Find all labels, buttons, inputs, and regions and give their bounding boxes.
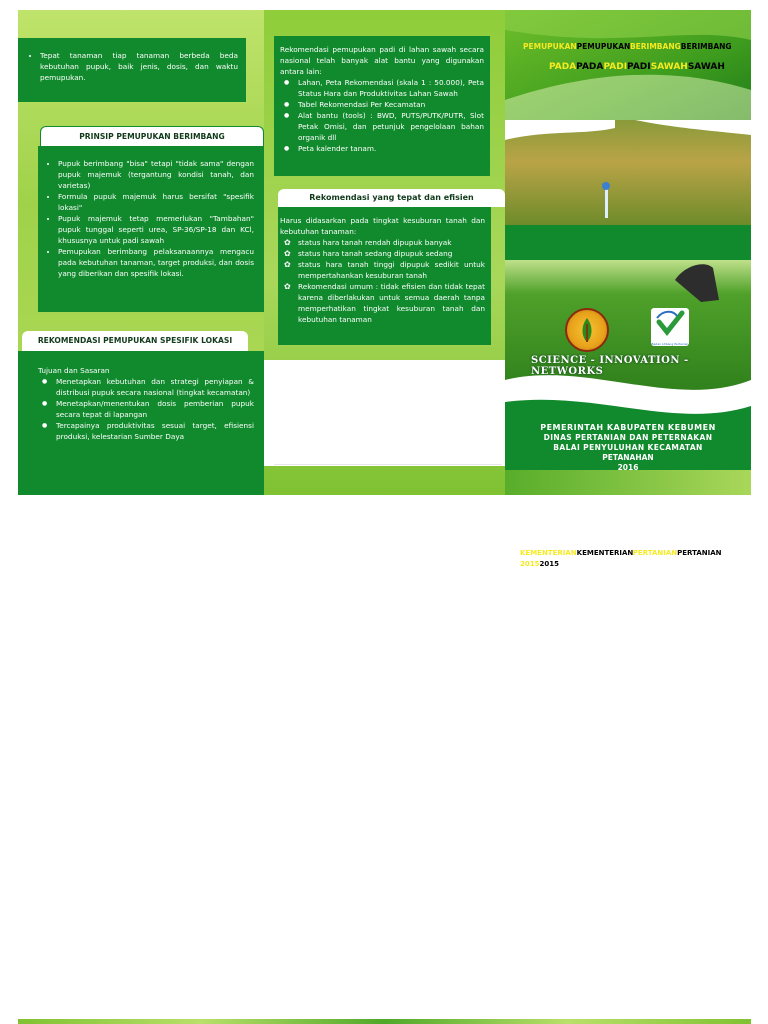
gov-line-3: BALAI PENYULUHAN KECAMATAN xyxy=(553,443,703,452)
footer-word: PERTANIAN xyxy=(677,549,722,557)
rekomendasi-heading: REKOMENDASI PEMUPUKAN SPESIFIK LOKASI xyxy=(22,331,248,351)
list-item: • Pupuk majemuk tetap memerlukan "Tambahan" pupuk tunggal seperti urea, SP-36/SP-18 dan KCl, khususnya untuk padi sawah xyxy=(58,213,254,246)
title-word: BERIMBANG xyxy=(680,42,732,51)
list-item: ● Peta kalender tanam. xyxy=(298,143,484,154)
list-item: • Formula pupuk majemuk harus bersifat "spesifik lokasi" xyxy=(58,191,254,213)
title-word: PADA xyxy=(576,62,604,72)
gov-line-1: PEMERINTAH KABUPATEN KEBUMEN xyxy=(540,423,716,432)
left-top-box xyxy=(18,38,246,102)
list-item: ● Tabel Rekomendasi Per Kecamatan xyxy=(298,99,484,110)
list-item: ● Tercapainya produktivitas sesuai target, efisiensi produksi, kelestarian Sumber Daya xyxy=(56,420,254,442)
tepat-heading: Rekomendasi yang tepat dan efisien xyxy=(278,189,505,207)
footer-word: 2015 xyxy=(539,560,559,568)
title-word: PADI xyxy=(627,62,651,72)
cover-panel xyxy=(505,10,751,495)
rekomendasi-box xyxy=(18,351,264,495)
left-panel xyxy=(18,10,264,495)
left-top-list xyxy=(22,50,238,83)
list-item: ✿ Rekomendasi umum : tidak efisien dan tidak tepat karena diberlakukan untuk semua daerah tanpa memperhatikan tingkat kesuburan tanah dan kebutuhan tanaman xyxy=(298,281,485,325)
footer-word-shadow: PERTANIAN xyxy=(632,549,678,557)
tepat-list xyxy=(280,237,485,325)
check-leaf-icon xyxy=(651,308,689,338)
list-item: ✿ status hara tanah tinggi dipupuk sedikit untuk mempertahankan kesuburan tanah xyxy=(298,259,485,281)
title-word: PEMUPUKAN xyxy=(576,42,631,51)
list-item: ✿ status hara tanah rendah dipupuk banyak xyxy=(298,237,485,248)
prinsip-list xyxy=(40,158,254,279)
title-word-shadow: PADI xyxy=(603,62,628,72)
alat-bantu-intro: Rekomendasi pemupukan padi di lahan sawah secara nasional telah banyak alat bantu yang digunakan antara lain: xyxy=(280,45,484,76)
tepat-box xyxy=(278,207,491,345)
bottom-strip xyxy=(18,1019,751,1024)
wheat-icon xyxy=(567,310,607,350)
cover-title-line1 xyxy=(523,42,732,51)
alat-bantu-box xyxy=(274,36,490,176)
list-item: • Pupuk berimbang "bisa" tetapi "tidak sama" dengan pupuk majemuk (tergantung kondisi tanah, dan varietas) xyxy=(58,158,254,191)
middle-blank-area xyxy=(264,360,505,466)
title-word-shadow: PADA xyxy=(549,62,577,72)
tepat-intro: Harus didasarkan pada tingkat kesuburan tanah dan kebutuhan tanaman: xyxy=(280,216,485,236)
litbang-caption: Badan Litbang Pertanian xyxy=(651,342,689,346)
gov-line-2: DINAS PERTANIAN DAN PETERNAKAN xyxy=(543,433,713,442)
list-item: • Tepat tanaman tiap tanaman berbeda beda kebutuhan pupuk, baik jenis, dosis, dan waktu pemupukan. xyxy=(40,50,238,83)
title-word-shadow: BERIMBANG xyxy=(629,42,681,51)
footer-word-shadow: 2015 xyxy=(520,560,540,568)
rekomendasi-intro: Tujuan dan Sasaran xyxy=(38,366,110,375)
kementerian-text xyxy=(520,549,722,557)
list-item: ● Menetapkan kebutuhan dan strategi penyiapan & distribusi pupuk secara nasional (tingkat kecamatan) xyxy=(56,376,254,398)
rekomendasi-list xyxy=(38,376,254,442)
gov-line-5: 2016 xyxy=(617,463,639,472)
prinsip-box xyxy=(38,146,264,312)
title-word: SAWAH xyxy=(687,62,725,72)
prinsip-heading: PRINSIP PEMUPUKAN BERIMBANG xyxy=(40,126,264,146)
title-word-shadow: SAWAH xyxy=(650,62,688,72)
list-item: • Pemupukan berimbang pelaksanaannya mengacu pada kebutuhan tanaman, target produksi, dan dosis yang diberikan dan spesifik lokasi. xyxy=(58,246,254,279)
title-word-shadow: PEMUPUKAN xyxy=(523,42,577,51)
footer-word: KEMENTERIAN xyxy=(576,549,634,557)
footer-word-shadow: KEMENTERIAN xyxy=(520,549,577,557)
list-item: ✿ status hara tanah sedang dipupuk sedang xyxy=(298,248,485,259)
list-item: ● Lahan, Peta Rekomendasi (skala 1 : 50.000), Peta Status Hara dan Produktivitas Lahan Sawah xyxy=(298,77,484,99)
slogan: SCIENCE - INNOVATION - NETWORKS xyxy=(531,355,689,377)
kementan-logo xyxy=(565,308,609,352)
list-item: ● Alat bantu (tools) : BWD, PUTS/PUTK/PUTR, Slot Petak Omisi, dan petunjuk pengelolaan bahan organik dll xyxy=(298,110,484,143)
list-item: ● Menetapkan/menentukan dosis pemberian pupuk secara tepat di lapangan xyxy=(56,398,254,420)
alat-bantu-list xyxy=(280,77,484,154)
cover-title-line2 xyxy=(549,62,725,72)
litbang-logo xyxy=(651,308,689,346)
year-text xyxy=(520,560,559,568)
gov-line-4: PETANAHAN xyxy=(602,453,654,462)
